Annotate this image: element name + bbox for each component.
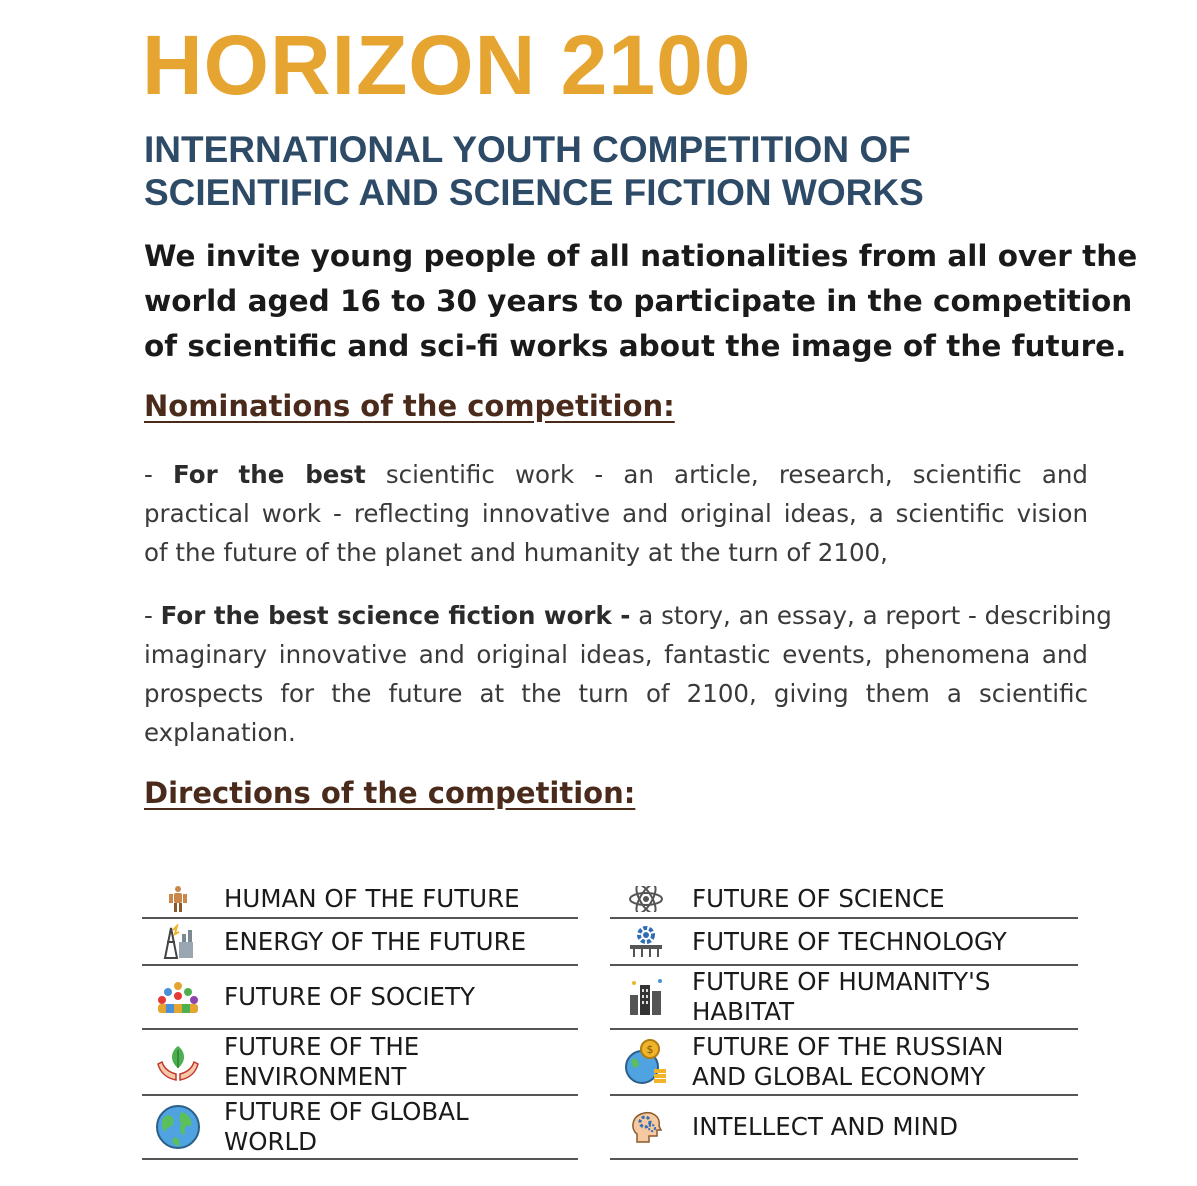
- subtitle-line: INTERNATIONAL YOUTH COMPETITION OF: [144, 129, 911, 170]
- direction-label: [692, 967, 990, 1027]
- technology-icon: [620, 925, 672, 959]
- directions-heading: Directions of the competition:: [144, 776, 636, 810]
- invitation-line: world aged 16 to 30 years to participate in the competition: [144, 284, 1133, 318]
- direction-label-line: FUTURE OF GLOBAL: [224, 1097, 469, 1126]
- direction-human: [142, 880, 578, 919]
- direction-global-world: [142, 1096, 578, 1160]
- direction-society: [142, 966, 578, 1030]
- directions-left-column: [142, 880, 578, 1160]
- society-icon: [152, 980, 204, 1014]
- nominations-heading: Nominations of the competition:: [144, 389, 675, 423]
- science-icon: [620, 886, 672, 912]
- direction-energy: [142, 919, 578, 966]
- economy-icon: [620, 1039, 672, 1085]
- direction-environment: [142, 1030, 578, 1096]
- mind-icon: [620, 1108, 672, 1146]
- nomination-bold: For the best: [173, 460, 366, 489]
- direction-label-line: WORLD: [224, 1127, 318, 1156]
- nomination-line: practical work - reflecting innovative and original ideas, a scientific vision: [144, 499, 1088, 528]
- nomination-line: - For the best scientific work - an article, research, scientific and: [144, 460, 1088, 489]
- nomination-bold: For the best science fiction work -: [160, 601, 631, 630]
- direction-science: [610, 880, 1078, 919]
- nomination-line: prospects for the future at the turn of 2100, giving them a scientific: [144, 679, 1088, 708]
- direction-label: [224, 982, 475, 1012]
- nomination-scientific: [144, 455, 1088, 572]
- invitation-line: We invite young people of all nationalities from all over the: [144, 239, 1138, 273]
- direction-label-line: FUTURE OF HUMANITY'S: [692, 967, 991, 996]
- nomination-text: scientific work - an article, research, scientific and: [385, 460, 1088, 489]
- direction-label: [224, 1032, 419, 1092]
- direction-habitat: [610, 966, 1078, 1030]
- subtitle: [144, 128, 924, 214]
- nomination-fiction: [144, 596, 1112, 752]
- direction-label-line: FUTURE OF SOCIETY: [224, 982, 475, 1011]
- nomination-line: of the future of the planet and humanity at the turn of 2100,: [144, 538, 888, 567]
- direction-label-line: ENERGY OF THE FUTURE: [224, 926, 527, 956]
- direction-label-line: HABITAT: [692, 997, 795, 1026]
- nomination-text: a story, an essay, a report - describing: [638, 601, 1112, 630]
- page-title: HORIZON 2100: [142, 18, 752, 112]
- direction-economy: [610, 1030, 1078, 1096]
- direction-label: [692, 884, 945, 914]
- nomination-line: - For the best science fiction work - a story, an essay, a report - describing: [144, 601, 1112, 630]
- direction-label-line: AND GLOBAL ECONOMY: [692, 1062, 986, 1091]
- energy-icon: [152, 924, 204, 960]
- nomination-line: explanation.: [144, 718, 296, 747]
- direction-label-line: FUTURE OF THE RUSSIAN: [692, 1032, 1004, 1061]
- direction-label: [224, 884, 520, 914]
- direction-label-line: INTELLECT AND MIND: [692, 1112, 958, 1141]
- invitation-line: of scientific and sci-fi works about the image of the future.: [144, 329, 1127, 363]
- direction-intellect: [610, 1096, 1078, 1160]
- nomination-line: imaginary innovative and original ideas, fantastic events, phenomena and: [144, 640, 1088, 669]
- globe-icon: [152, 1104, 204, 1150]
- invitation-text: [144, 234, 1138, 369]
- direction-label-line: FUTURE OF SCIENCE: [692, 883, 945, 913]
- subtitle-line: SCIENTIFIC AND SCIENCE FICTION WORKS: [144, 172, 924, 213]
- direction-label-line: ENVIRONMENT: [224, 1062, 407, 1091]
- direction-label-line: FUTURE OF TECHNOLOGY: [692, 926, 1007, 956]
- svg-text:$: $: [646, 1043, 654, 1056]
- direction-label-line: HUMAN OF THE FUTURE: [224, 883, 520, 913]
- direction-label: [224, 927, 526, 957]
- human-icon: [152, 885, 204, 913]
- direction-label: [224, 1097, 469, 1157]
- direction-label: [692, 1112, 958, 1142]
- direction-technology: [610, 919, 1078, 966]
- habitat-icon: [620, 977, 672, 1017]
- direction-label: [692, 1032, 1003, 1092]
- direction-label: [692, 927, 1007, 957]
- direction-label-line: FUTURE OF THE: [224, 1032, 420, 1061]
- environment-icon: [152, 1042, 204, 1082]
- directions-right-column: [610, 880, 1078, 1160]
